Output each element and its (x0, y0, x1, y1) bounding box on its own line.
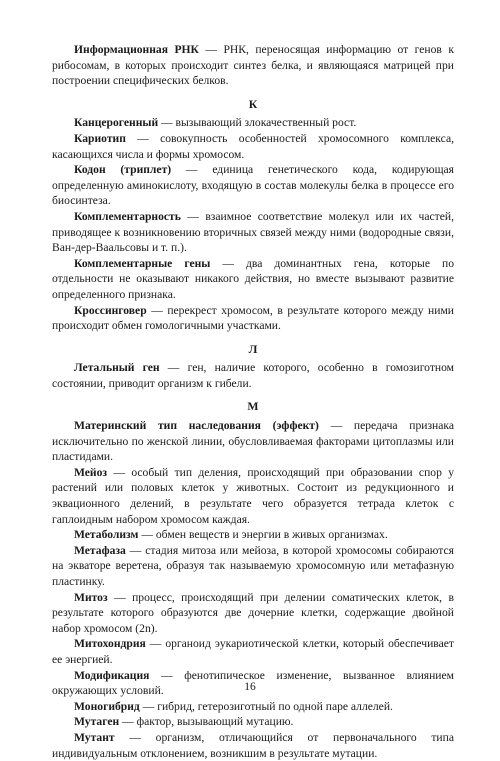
glossary-term: Кроссинговер (74, 303, 147, 317)
glossary-term: Информационная РНК (74, 43, 199, 56)
glossary-content (52, 42, 454, 761)
glossary-term: Митохондрия (74, 637, 146, 651)
glossary-term: Комплементарные гены (74, 256, 211, 270)
glossary-entry (52, 162, 454, 209)
glossary-term: Модификация (74, 668, 150, 682)
glossary-term: Метаболизм (74, 528, 139, 542)
glossary-entry (52, 360, 454, 391)
glossary-term: Митоз (74, 590, 108, 604)
glossary-definition: — обмен веществ и энергии в живых организмах. (138, 528, 388, 542)
glossary-term: Кодон (триплет) (74, 163, 172, 177)
glossary-entry (52, 543, 454, 590)
glossary-definition: — органоид эукариотической клетки, который обеспечивает ее энергией. (52, 637, 454, 666)
glossary-definition: — РНК, переносящая информацию от генов к рибосомам, в которых происходит синтез белка, и являющаяся матрицей при построении специфических белков. (52, 43, 454, 88)
glossary-definition: — фенотипическое изменение, вызванное влиянием окружающих условий. (52, 668, 454, 698)
glossary-entry (52, 115, 454, 131)
section-gap (52, 391, 454, 395)
section-letter: М (247, 399, 259, 414)
glossary-entry (52, 465, 454, 527)
page-number: 16 (244, 681, 256, 693)
glossary-entry (52, 42, 454, 89)
glossary-term: Мейоз (74, 465, 108, 479)
glossary-entry (52, 590, 454, 637)
glossary-entry (52, 303, 454, 334)
glossary-definition: — вызывающий злокачественный рост. (158, 116, 357, 130)
glossary-definition: — перекрест хромосом, в результате которого между ними происходит обмен гомологичными участками. (52, 303, 454, 333)
glossary-entry (52, 131, 454, 162)
glossary-term: Метафаза (74, 543, 126, 557)
glossary-definition: — процесс, происходящий при делении соматических клеток, в результате которого образуются две дочерние клетки, содержащие двойной набор хромосом (2n). (52, 590, 454, 635)
section-gap (52, 334, 454, 338)
glossary-definition: — фактор, вызывающий мутацию. (119, 715, 294, 729)
glossary-term: Моногибрид (74, 699, 140, 713)
glossary-entry (52, 256, 454, 303)
glossary-entry (52, 714, 454, 730)
glossary-definition: — особый тип деления, происходящий при образовании спор у растений или половых клеток у животных. Состоит из редукционного и эквационного делений, в результате чего образуется тетрада клеток с гаплоидным набором хромосом каждая. (52, 465, 454, 526)
glossary-definition: — совокупность особенностей хромосомного комплекса, касающихся числа и формы хромосом. (52, 131, 454, 161)
glossary-term: Летальный ген (74, 361, 160, 375)
glossary-term: Материнский тип наследования (эффект) (74, 419, 319, 433)
section-gap (52, 89, 454, 93)
glossary-term: Комплементарность (74, 209, 181, 223)
glossary-term: Мутаген (74, 715, 120, 729)
glossary-entry (52, 730, 454, 761)
glossary-definition: — взаимное соответствие молекул или их частей, приводящее к возникновению вторичных связей между ними (водородные связи, Ван-дер-Ваальсовы и т. п.). (52, 209, 454, 255)
glossary-definition: — ген, наличие которого, особенно в гомозиготном состоянии, приводит организм к гибели. (52, 361, 455, 390)
glossary-definition: — гибрид, гетерозиготный по одной паре аллелей. (139, 699, 393, 713)
glossary-term: Мутант (74, 730, 115, 744)
glossary-definition: — стадия митоза или мейоза, в которой хромосомы собираются на экваторе веретена, образуя так называемую хромосомную или метафазную пластинку. (52, 543, 454, 588)
glossary-term: Кариотип (74, 131, 126, 145)
glossary-entry (52, 209, 454, 256)
glossary-definition: — организм, отличающийся от первоначального типа индивидуальным отклонением, возникшим в результате мутации. (52, 730, 454, 760)
glossary-definition: — единица генетического кода, кодирующая определенную аминокислоту, входящую в состав молекулы белка в процессе его биосинтеза. (52, 163, 454, 208)
glossary-term: Канцерогенный (74, 116, 159, 130)
glossary-entry (52, 527, 454, 543)
section-letter: К (248, 96, 258, 111)
glossary-definition: — передача признака исключительно по женской линии, обусловливаемая факторами цитоплазмы или пластидами. (52, 419, 454, 464)
glossary-definition: — два доминантных гена, которые по отдельности не оказывают никакого действия, но вместе вызывают развитие определенного признака. (52, 256, 454, 301)
glossary-entry (52, 418, 454, 465)
glossary-entry (52, 636, 454, 667)
section-letter: Л (248, 341, 258, 356)
